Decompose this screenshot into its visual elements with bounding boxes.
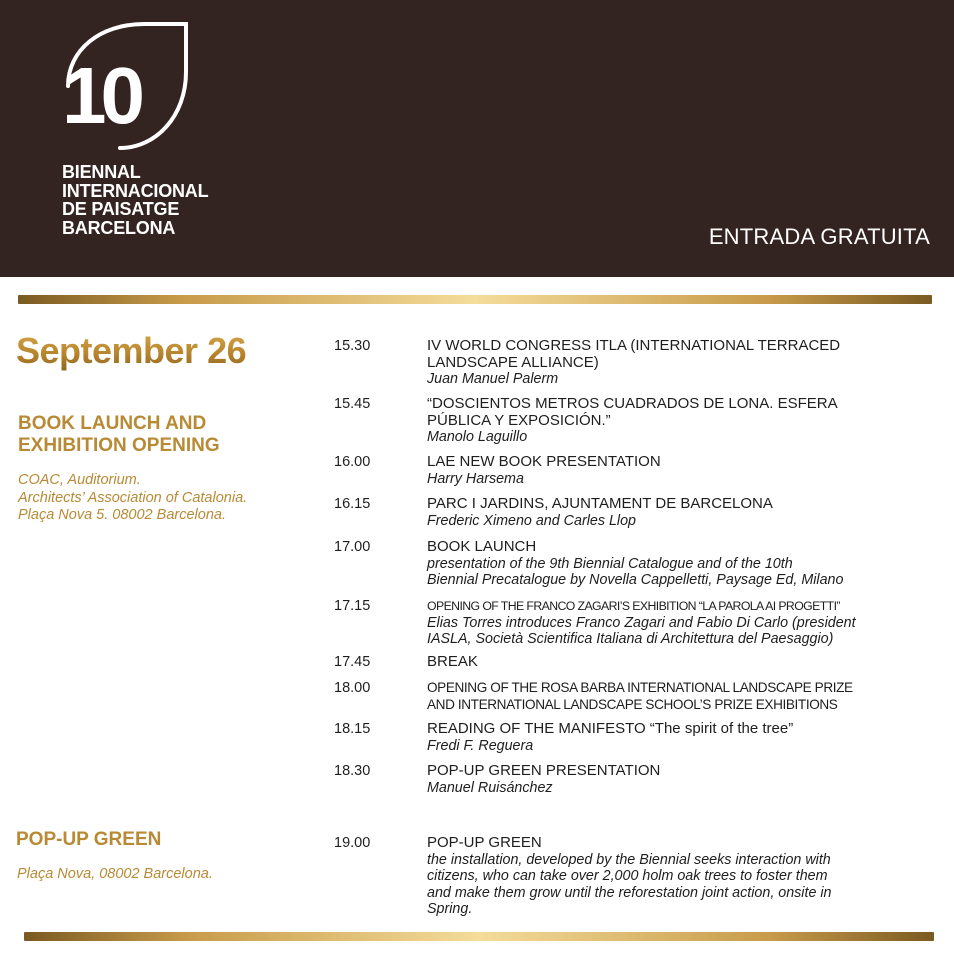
schedule-title: READING OF THE MANIFESTO “The spirit of the tree” xyxy=(427,720,794,737)
venue-line: Architects’ Association of Catalonia. xyxy=(18,489,248,506)
schedule-body xyxy=(427,496,947,529)
schedule-title: POP-UP GREEN xyxy=(427,834,542,851)
schedule-description: IASLA, Società Scientifica Italiana di Architettura del Paesaggio) xyxy=(427,631,834,647)
logo-line: DE PAISATGE xyxy=(62,199,180,219)
section-title-line: BOOK LAUNCH AND xyxy=(18,413,207,434)
schedule-time: 16.00 xyxy=(334,454,371,470)
schedule-description: Spring. xyxy=(427,901,473,917)
schedule-time: 19.00 xyxy=(334,835,371,851)
schedule-speaker: Fredi F. Reguera xyxy=(427,737,534,754)
venue-coac xyxy=(18,472,247,525)
schedule-time: 18.00 xyxy=(334,680,371,696)
schedule-title: OPENING OF THE ROSA BARBA INTERNATIONAL LANDSCAPE PRIZE xyxy=(427,680,853,695)
venue-line: Plaça Nova 5. 08002 Barcelona. xyxy=(18,507,226,523)
schedule-title: BREAK xyxy=(427,653,478,670)
schedule-title: IV WORLD CONGRESS ITLA (INTERNATIONAL TERRACED xyxy=(427,337,841,354)
schedule-time: 17.15 xyxy=(334,598,371,614)
venue-line: COAC, Auditorium. xyxy=(18,472,141,488)
gold-divider-top xyxy=(18,295,932,304)
schedule-body xyxy=(427,654,947,671)
schedule-title: OPENING OF THE FRANCO ZAGARI’S EXHIBITION “LA PAROLA AI PROGETTI” xyxy=(427,599,840,613)
schedule-time: 16.15 xyxy=(334,496,371,512)
schedule-description: Elias Torres introduces Franco Zagari and Fabio Di Carlo (president xyxy=(427,614,856,631)
date-suffix: th xyxy=(246,329,264,351)
date-text: September 26 xyxy=(16,330,247,371)
schedule-time: 15.45 xyxy=(334,396,371,412)
schedule-body xyxy=(427,763,947,796)
logo-line: BIENNAL xyxy=(62,162,141,182)
schedule-body xyxy=(427,396,947,446)
schedule-time: 17.00 xyxy=(334,539,371,555)
schedule-body xyxy=(427,835,947,918)
entrada-gratuita-label: ENTRADA GRATUITA xyxy=(708,224,930,249)
schedule-time: 18.30 xyxy=(334,763,371,779)
schedule-description: and make them grow until the reforestation joint action, onsite in xyxy=(427,884,832,901)
schedule-body xyxy=(427,721,947,754)
schedule-time: 17.45 xyxy=(334,654,371,670)
schedule-description: Biennial Precatalogue by Novella Cappelletti, Paysage Ed, Milano xyxy=(427,572,844,588)
gold-divider-bottom xyxy=(24,932,934,941)
schedule-title: “DOSCIENTOS METROS CUADRADOS DE LONA. ESFERA xyxy=(427,395,838,412)
schedule-speaker: Juan Manuel Palerm xyxy=(427,371,559,387)
event-date xyxy=(16,330,264,372)
schedule-body xyxy=(427,338,947,388)
schedule-time: 18.15 xyxy=(334,721,371,737)
schedule-description: presentation of the 9th Biennial Catalogue and of the 10th xyxy=(427,555,793,572)
header-band xyxy=(0,0,954,277)
schedule-description: citizens, who can take over 2,000 holm oak trees to foster them xyxy=(427,868,828,884)
schedule-title: BOOK LAUNCH xyxy=(427,538,537,555)
schedule-title: LANDSCAPE ALLIANCE) xyxy=(427,353,599,371)
schedule-title: LAE NEW BOOK PRESENTATION xyxy=(427,453,661,470)
schedule-title: AND INTERNATIONAL LANDSCAPE SCHOOL’S PRIZE EXHIBITIONS xyxy=(427,696,838,712)
schedule-body xyxy=(427,680,947,713)
schedule-speaker: Manuel Ruisánchez xyxy=(427,779,553,796)
venue-placa-nova: Plaça Nova, 08002 Barcelona. xyxy=(17,866,213,882)
section-title-book-launch xyxy=(18,413,220,457)
schedule-time: 15.30 xyxy=(334,338,371,354)
schedule-title: POP-UP GREEN PRESENTATION xyxy=(427,762,661,779)
logo-number: 10 xyxy=(62,51,139,140)
schedule-description: the installation, developed by the Biennial seeks interaction with xyxy=(427,851,831,868)
logo-wordmark xyxy=(62,163,208,237)
logo-line: BARCELONA xyxy=(62,217,176,238)
schedule-title: PARC I JARDINS, AJUNTAMENT DE BARCELONA xyxy=(427,495,773,512)
section-title-pop-up-green: POP-UP GREEN xyxy=(16,829,162,850)
logo-line: INTERNACIONAL xyxy=(62,180,209,201)
schedule-body xyxy=(427,454,947,487)
schedule-body xyxy=(427,598,947,648)
section-title-line: EXHIBITION OPENING xyxy=(18,435,220,456)
schedule-title: PÚBLICA Y EXPOSICIÓN.” xyxy=(427,411,611,429)
schedule-speaker: Manolo Laguillo xyxy=(427,429,528,445)
schedule-speaker: Frederic Ximeno and Carles Llop xyxy=(427,512,636,529)
schedule-body xyxy=(427,539,947,589)
schedule-speaker: Harry Harsema xyxy=(427,470,524,487)
